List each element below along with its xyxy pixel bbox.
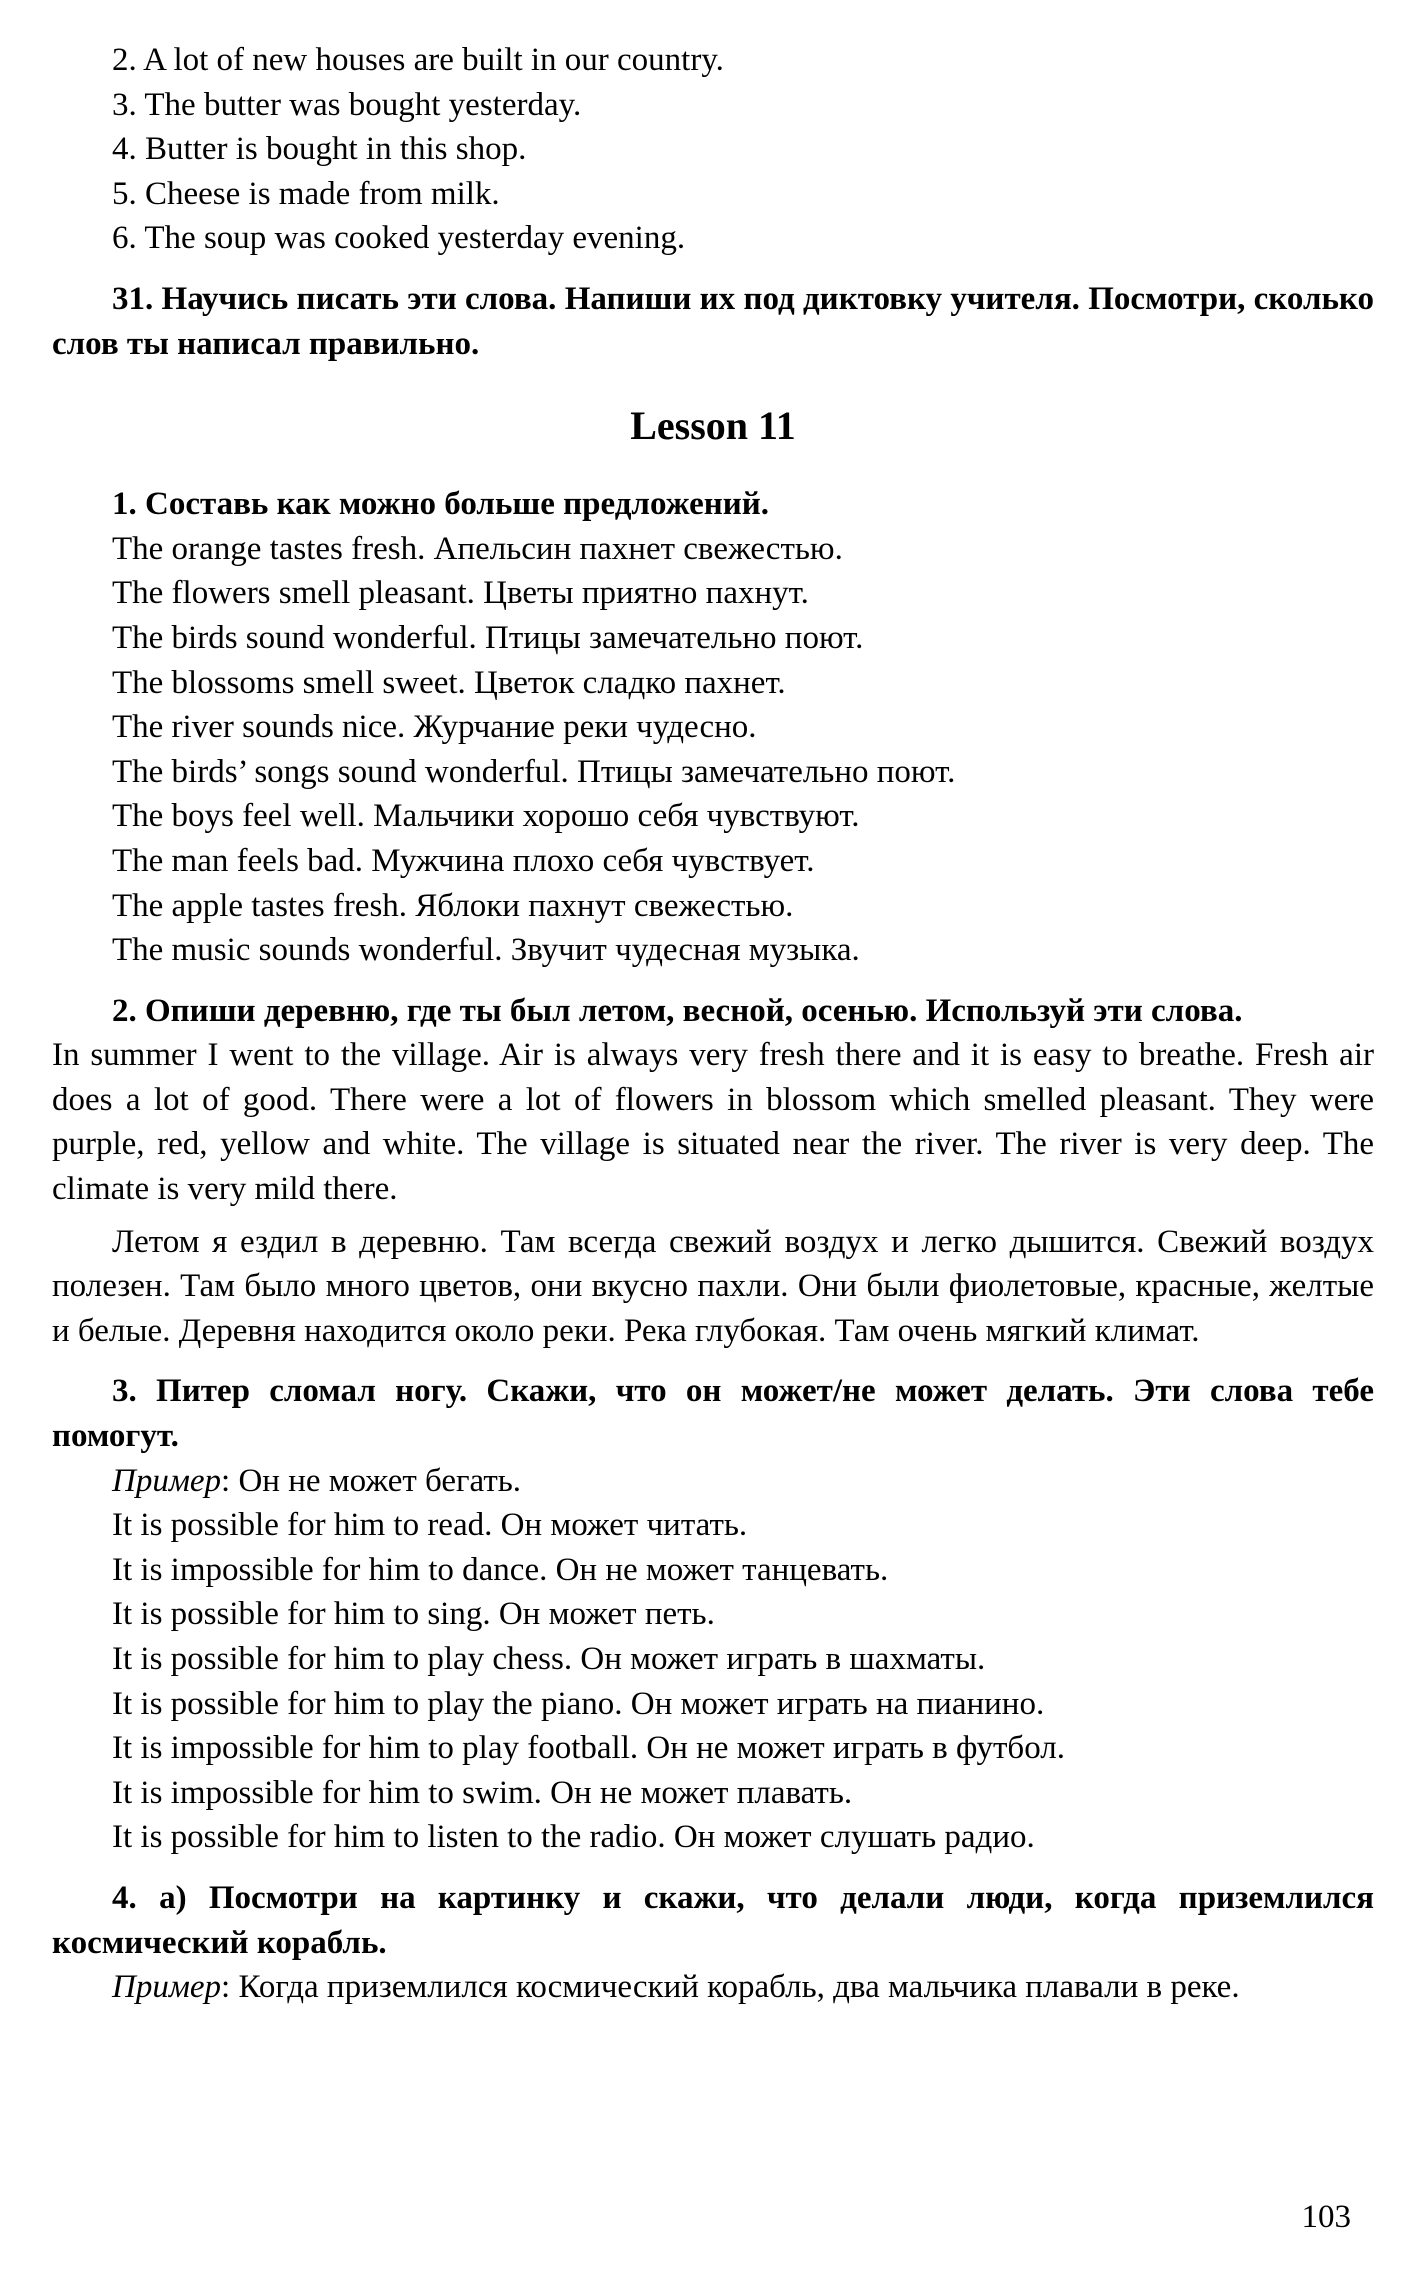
- task-2-english-text: In summer I went to the village. Air is always very fresh there and it is easy to breathe. Fresh air does a lot of good. There were a lot of flowers in blossom which smelled pleasant. They were purple, red, yellow and white. The village is situated near the river. The river is very deep. The climate is very mild there.: [52, 1037, 1374, 1208]
- list-item: The blossoms smell sweet. Цветок сладко пахнет.: [112, 664, 786, 701]
- task-2: [52, 989, 1374, 1354]
- list-item: It is possible for him to play the piano. Он может играть на пианино.: [112, 1685, 1045, 1722]
- top-list: [52, 38, 1374, 261]
- example-line: [52, 1965, 1374, 2010]
- example-text: : Когда приземлился космический корабль, два мальчика плавали в реке.: [221, 1969, 1240, 2006]
- list-item: 6. The soup was cooked yesterday evening.: [112, 220, 686, 257]
- example-text: : Он не может бегать.: [221, 1462, 522, 1499]
- task-3-heading: 3. Питер сломал ногу. Скажи, что он может/не может делать. Эти слова тебе помогут.: [52, 1373, 1374, 1455]
- list-item: 2. A lot of new houses are built in our country.: [112, 42, 724, 78]
- lesson-title: Lesson 11: [630, 403, 796, 449]
- list-item: The orange tastes fresh. Апельсин пахнет свежестью.: [112, 530, 843, 567]
- textbook-page: [52, 38, 1374, 2010]
- page-number: 103: [1301, 2199, 1351, 2235]
- example-label: Пример: [112, 1969, 222, 2006]
- list-item: The birds sound wonderful. Птицы замечательно поют.: [112, 619, 864, 656]
- list-item: The apple tastes fresh. Яблоки пахнут свежестью.: [112, 887, 794, 924]
- task-3: [52, 1369, 1374, 1860]
- list-item: 5. Cheese is made from milk.: [112, 175, 500, 212]
- task-4-heading: 4. а) Посмотри на картинку и скажи, что делали люди, когда приземлился космический корабль.: [52, 1879, 1374, 1961]
- list-item: It is possible for him to listen to the radio. Он может слушать радио.: [112, 1819, 1035, 1856]
- list-item: It is impossible for him to play football. Он не может играть в футбол.: [112, 1730, 1066, 1767]
- task-1-heading: 1. Составь как можно больше предложений.: [112, 486, 770, 523]
- task-2-russian-text: Летом я ездил в деревню. Там всегда свежий воздух и легко дышится. Свежий воздух полезен. Там было много цветов, они вкусно пахли. Они были фиолетовые, красные, желтые и белые. Деревня находится около реки. Река глубокая. Там очень мягкий климат.: [52, 1223, 1374, 1349]
- task-31-heading: 31. Научись писать эти слова. Напиши их под диктовку учителя. Посмотри, сколько слов ты написал правильно.: [52, 280, 1374, 362]
- list-item: 3. The butter was bought yesterday.: [112, 86, 582, 123]
- list-item: The music sounds wonderful. Звучит чудесная музыка.: [112, 932, 860, 969]
- example-line: [52, 1459, 1374, 1504]
- list-item: It is possible for him to sing. Он может петь.: [112, 1596, 715, 1633]
- list-item: It is impossible for him to dance. Он не может танцевать.: [112, 1551, 889, 1588]
- list-item: 4. Butter is bought in this shop.: [112, 131, 527, 168]
- list-item: The man feels bad. Мужчина плохо себя чувствует.: [112, 842, 815, 879]
- task-4: [52, 1876, 1374, 2010]
- example-label: Пример: [112, 1462, 222, 1499]
- list-item: The flowers smell pleasant. Цветы приятно пахнут.: [112, 575, 809, 612]
- list-item: The boys feel well. Мальчики хорошо себя чувствуют.: [112, 798, 860, 835]
- task-1: [52, 482, 1374, 973]
- list-item: It is possible for him to play chess. Он может играть в шахматы.: [112, 1641, 986, 1677]
- list-item: The river sounds nice. Журчание реки чудесно.: [112, 709, 757, 746]
- list-item: The birds’ songs sound wonderful. Птицы замечательно поют.: [112, 753, 956, 790]
- task-2-heading: 2. Опиши деревню, где ты был летом, весной, осенью. Используй эти слова.: [112, 992, 1243, 1029]
- list-item: It is impossible for him to swim. Он не может плавать.: [112, 1774, 853, 1811]
- list-item: It is possible for him to read. Он может читать.: [112, 1507, 748, 1544]
